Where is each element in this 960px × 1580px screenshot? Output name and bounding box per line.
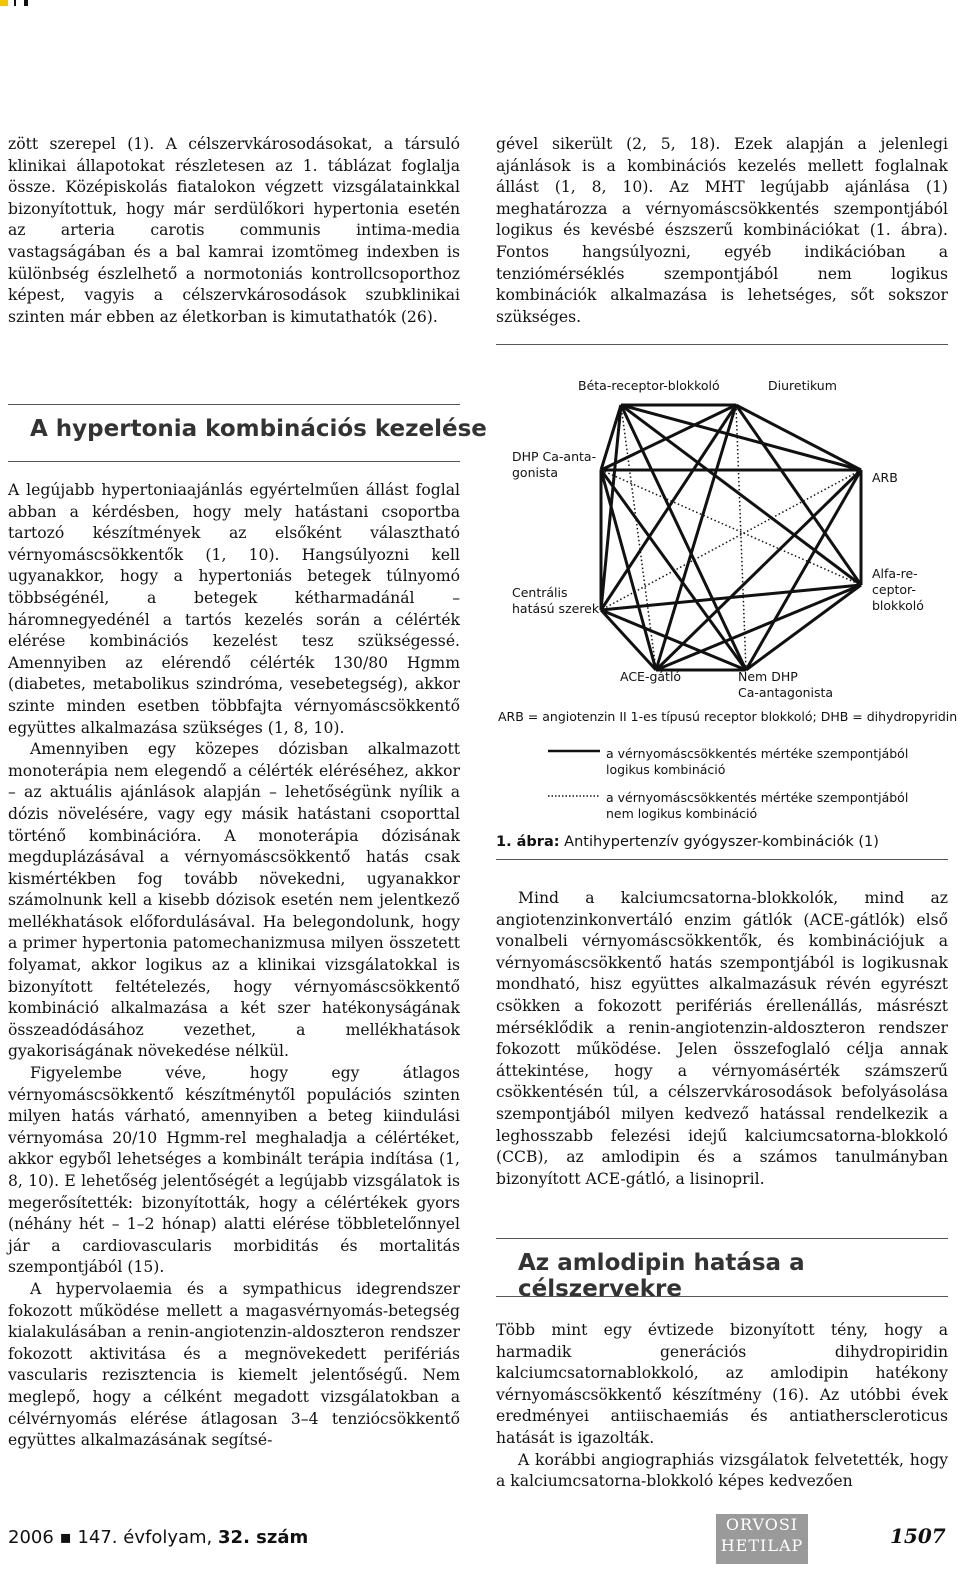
logical-combination-line xyxy=(656,585,861,670)
corner-mark xyxy=(0,0,30,8)
combination-lines xyxy=(601,405,861,670)
right-column-body xyxy=(496,888,948,1190)
node-label-non-dhp: Nem DHP Ca-antagonista xyxy=(738,669,834,700)
page-number: 1507 xyxy=(890,1524,946,1548)
logical-combination-line xyxy=(736,405,861,470)
illogical-combination-line xyxy=(736,405,746,670)
left-column-body xyxy=(8,480,460,1452)
logical-combination-line xyxy=(746,585,861,670)
node-label-dhp: DHP Ca-anta- gonista xyxy=(512,449,597,480)
issue-number: 32. szám xyxy=(218,1527,309,1548)
section-heading-amlodipine: Az amlodipin hatása a célszervekre xyxy=(518,1250,805,1302)
heading-rule-top xyxy=(8,404,460,405)
node-label-arb: ARB xyxy=(872,470,898,485)
legend-dotted-text: a vérnyomáscsökkentés mértéke szempontjából nem logikus kombináció xyxy=(606,790,909,821)
heading-rule-bottom xyxy=(8,461,460,462)
heading2-rule-bottom xyxy=(496,1296,948,1297)
logo-line-1: ORVOSI xyxy=(725,1515,799,1534)
body-paragraph: Amennyiben egy közepes dózisban alkalmazott monoterápia nem elegendő a célérték eléréséhez, akkor – az aktuális ajánlások alapján – lehetőségünk nyílik a dózis növelésére, vagy egy másik hatástani csoporttal történő kombinációra. A monoterápia dózisának megduplázásával a vérnyomáscsökkentő hatás csak kismértékben fog tovább növekedni, ugyanakkor számolnunk kell a kisebb dózisok esetén nem jelentkező mellékhatások előfordulásával. Ha belegondolunk, hogy a primer hypertonia patomechanizmusa milyen összetett folyamat, akkor logikus az a klinikai vizsgálatokkal is bizonyított feltételezés, hogy vérnyomáscsökkentő kombináció alkalmazása a két szer hatékonyságának összeadódásához vezethet, a mellékhatások gyakoriságának növekedése nélkül. xyxy=(8,740,460,1061)
figure-abbreviations: ARB = angiotenzin II 1-es típusú receptor blokkoló; DHB = dihydropyridin xyxy=(498,709,958,724)
column-rule xyxy=(496,344,948,345)
left-column-intro xyxy=(8,134,460,328)
caption-label: 1. ábra: xyxy=(496,834,560,850)
journal-logo xyxy=(716,1514,808,1564)
body-paragraph-right: Több mint egy évtizede bizonyított tény, hogy a harmadik generációs dihydropiridin kalciumcsatornablokkoló, az amlodipin hatékony vérnyomáscsökkentő készítmény (16). Az utóbbi évek eredményei antiischaemiás és antiatherscleroticus hatását is igazolták. xyxy=(496,1321,948,1447)
journal-issue xyxy=(8,1527,308,1548)
right-column-intro xyxy=(496,134,948,328)
logical-combination-line xyxy=(601,405,736,610)
logical-combination-line xyxy=(601,585,861,610)
node-label-central: Centrális hatású szerek xyxy=(512,585,600,616)
section-heading-combination: A hypertonia kombinációs kezelése xyxy=(30,416,487,442)
caption-text: Antihypertenzív gyógyszer-kombinációk (1) xyxy=(564,834,879,850)
issue-prefix: 2006 ▪ 147. évfolyam, xyxy=(8,1527,213,1548)
figure-rule xyxy=(496,859,948,860)
intro-paragraph: zött szerepel (1). A célszervkárosodásokat, a társuló klinikai állapotokat részletesen az 1. táblázat foglalja össze. Középiskolás fiatalokon végzett vizsgálatainkkal bizonyítottuk, hogy már serdülőkori hypertonia esetén az arteria carotis communis intima-media vastagságában és a bal kamrai izomtömeg indexben is különbség észlelhető a normotoniás kontrollcsoporthoz képest, vagyis a célszervkárosodások szubklinikai szinten már ebben az életkorban is kimutathatók (26). xyxy=(8,135,460,326)
node-label-diuretic: Diuretikum xyxy=(768,378,837,393)
body-paragraph: A legújabb hypertoniaajánlás egyértelműen állást foglal abban a kérdésben, hogy mely hatástani csoportba tartozó készítmények az elsőként választható vérnyomáscsökkentők (1, 10). Hangsúlyozni kell ugyanakkor, hogy a hypertoniás betegek túlnyomó többségénél, a betegek kétharmadánál – háromnegyedénél a tartós kezelés során a célérték elérése kombinációs kezelést tesz szükségessé. Amennyiben az elérendő célérték 130/80 Hgmm (diabetes, metabolikus szindróma, vesebetegség), akkor szinte minden esetben többfajta vérnyomáscsökkentő együttes alkalmazása szükséges (1, 8, 10). xyxy=(8,481,460,737)
legend-solid-text: a vérnyomáscsökkentés mértéke szempontjából logikus kombináció xyxy=(606,746,909,777)
node-label-beta-blocker: Béta-receptor-blokkoló xyxy=(578,378,720,393)
node-label-alpha: Alfa-re- ceptor- blokkoló xyxy=(872,566,924,613)
logical-combination-line xyxy=(621,405,746,670)
body-paragraph: Figyelembe véve, hogy egy átlagos vérnyomáscsökkentő készítménytől populációs szinten milyen hatás várható, amennyiben a beteg kiindulási vérnyomása 20/10 Hgmm-rel meghaladja a célértéket, akkor egyből lehetséges a kombinált terápia indítása (1, 8, 10). E lehetőség jelentőségét a legújabb vizsgálatok is megerősítették: bizonyították, hogy a célértékek gyors (néhány hét – 1–2 hónap) alatti elérése többletelőnnyel jár a cardiovascularis morbiditás és mortalitás szempontjából (15). xyxy=(8,1064,460,1277)
logo-line-2: HETILAP xyxy=(720,1536,804,1555)
heading2-rule-top xyxy=(496,1238,948,1239)
body-paragraph-right: Mind a kalciumcsatorna-blokkolók, mind az angiotenzinkonvertáló enzim gátlók (ACE-gátlók) első vonalbeli vérnyomáscsökkentők, és kombinációjuk a vérnyomáscsökkentő hatás szempontjából is logikusnak mondható, hisz együttes alkalmazásuk révén egyrészt csökken a fokozott perifériás érellenállás, másrészt mérséklődik a renin-angiotenzin-aldoszteron rendszer fokozott működése. Jelen összefoglaló célja annak áttekintése, hogy a vérnyomásérték számszerű csökkentésén túl, a célszervkárosodások befolyásolása szempontjából milyen kedvező hatással rendelkezik a leghosszabb felezési idejű kalciumcsatorna-blokkoló (CCB), az amlodipin és a számos tanulmányban bizonyított ACE-gátló, a lisinopril. xyxy=(496,889,948,1188)
figure-caption xyxy=(496,834,879,850)
intro-paragraph-right: gével sikerült (2, 5, 18). Ezek alapján a jelenlegi ajánlások is a kombinációs kezelés mellett foglalnak állást (1, 8, 10). Az MHT legújabb ajánlása (1) meghatározza a vérnyomáscsökkentés szempontjából logikus és kevésbé észszerű kombinációkat (1. ábra). Fontos hangsúlyozni, egyéb indikációban a tenziómérséklés szempontjából nem logikus kombinációk alkalmazása is lehetséges, sőt sokszor szükséges. xyxy=(496,135,948,326)
right-column-bottom xyxy=(496,1320,948,1493)
body-paragraph: A hypervolaemia és a sympathicus idegrendszer fokozott működése mellett a magasvérnyomás-betegség kialakulásában a renin-angiotenzin-aldoszteron rendszer fokozott aktivitása és a megnövekedett perifériás vascularis rezisztencia is kiemelt jelentőségű. Nem meglepő, hogy a célként megadott vizsgálatokban a célvérnyomás elérése átlagosan 3–4 tenziócsökkentő együttes alkalmazásának segítsé- xyxy=(8,1279,460,1450)
body-paragraph-right: A korábbi angiographiás vizsgálatok felvetették, hogy a kalciumcsatorna-blokkoló képes kedvezően xyxy=(496,1450,948,1491)
node-label-ace: ACE-gátló xyxy=(620,669,682,684)
